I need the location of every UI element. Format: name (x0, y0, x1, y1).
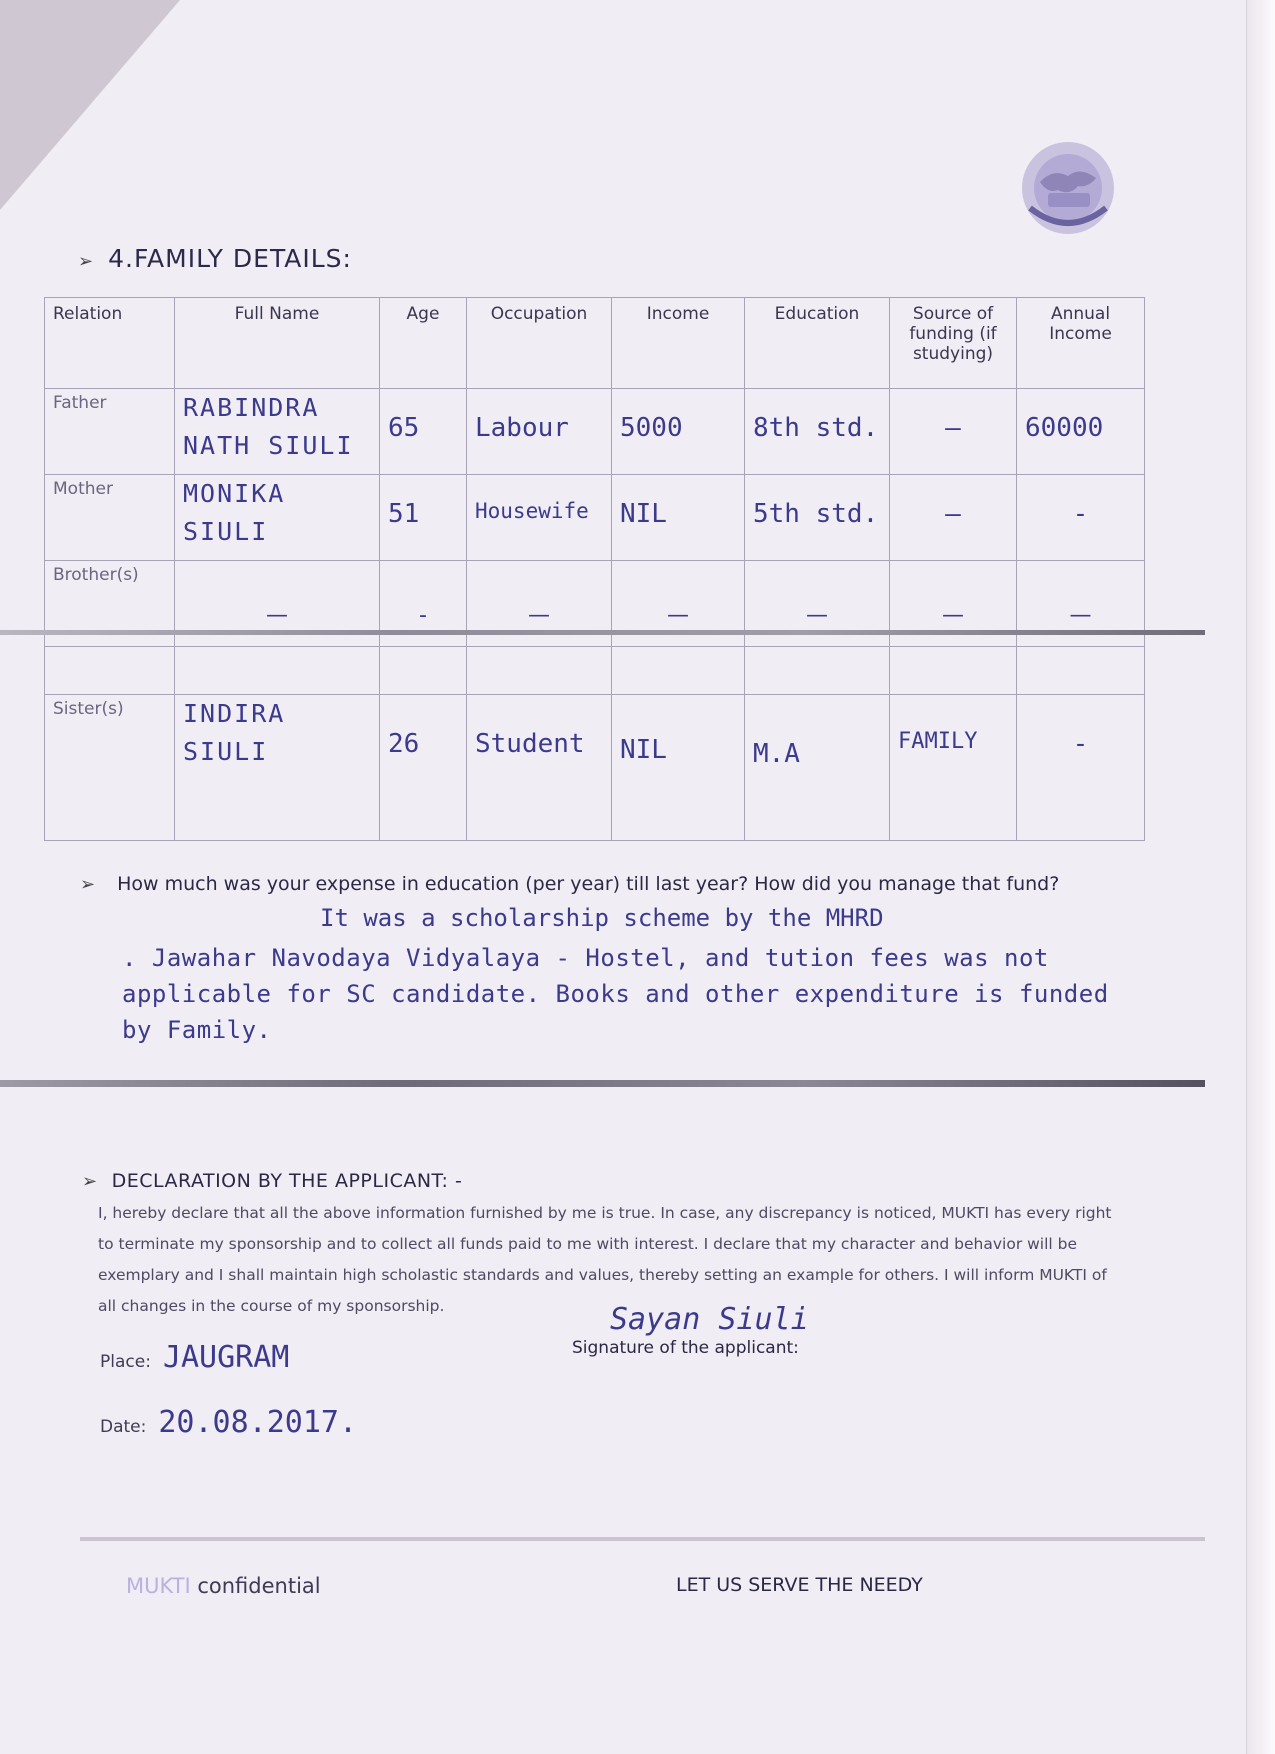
funding-cell (890, 389, 1017, 475)
occupation-cell (467, 389, 612, 475)
answer-first-line: It was a scholarship scheme by the MHRD (320, 904, 884, 932)
arrow-bullet-icon: ➢ (80, 874, 96, 895)
footer-confidential (126, 1574, 321, 1598)
occupation-value: Housewife (475, 499, 589, 523)
education-value: — (806, 603, 828, 628)
table-row (45, 647, 1145, 695)
relation-cell (45, 647, 175, 695)
annual-income-cell (1017, 647, 1145, 695)
income-cell (612, 475, 745, 561)
footer-brand: MUKTI (126, 1574, 191, 1598)
column-header: Occupation (467, 298, 612, 389)
occupation-cell (467, 695, 612, 841)
name-value: — (266, 603, 288, 628)
age-value: 26 (388, 729, 420, 759)
income-value: — (667, 603, 689, 628)
place-field (100, 1340, 289, 1375)
occupation-cell (467, 647, 612, 695)
age-cell (380, 475, 467, 561)
age-cell (380, 695, 467, 841)
funding-value: — (942, 603, 964, 628)
arrow-bullet-icon: ➢ (78, 251, 95, 272)
annual-income-cell (1017, 695, 1145, 841)
annual-income-value: - (1072, 729, 1089, 759)
page-edge (1246, 0, 1275, 1754)
name-cell: MONIKA SIULI (175, 475, 380, 561)
date-field (100, 1405, 357, 1440)
column-header: Income (612, 298, 745, 389)
scan-artifact-line (0, 1080, 1205, 1087)
funding-cell (890, 695, 1017, 841)
funding-cell (890, 647, 1017, 695)
funding-cell (890, 475, 1017, 561)
annual-income-value: - (1072, 499, 1089, 529)
family-details-table (44, 297, 1145, 841)
signature-label: Signature of the applicant: (572, 1338, 799, 1358)
occupation-value: Student (475, 729, 585, 759)
column-header: Full Name (175, 298, 380, 389)
age-value: - (419, 603, 427, 628)
income-cell (612, 389, 745, 475)
age-cell (380, 647, 467, 695)
table-row (45, 695, 1145, 841)
funding-value: — (945, 499, 961, 529)
income-cell (612, 647, 745, 695)
occupation-cell (467, 475, 612, 561)
mukti-logo (1018, 138, 1118, 238)
scan-artifact-line (0, 630, 1205, 635)
relation-cell: Sister(s) (45, 695, 175, 841)
income-cell (612, 695, 745, 841)
name-cell (175, 647, 380, 695)
column-header: Source of funding (if studying) (890, 298, 1017, 389)
relation-cell: Brother(s) (45, 561, 175, 647)
annual-income-value: 60000 (1025, 413, 1104, 443)
education-expense-question (80, 870, 1120, 899)
occupation-value: — (528, 603, 550, 628)
date-value: 20.08.2017. (158, 1405, 358, 1440)
table-row (45, 389, 1145, 475)
relation-cell: Mother (45, 475, 175, 561)
column-header: Relation (45, 298, 175, 389)
footer-tagline: LET US SERVE THE NEEDY (676, 1574, 923, 1596)
column-header: Age (380, 298, 467, 389)
family-details-heading (78, 244, 352, 273)
applicant-signature: Sayan Siuli (610, 1302, 809, 1337)
age-value: 65 (388, 413, 420, 443)
income-value: 5000 (620, 413, 683, 443)
place-label: Place: (100, 1352, 151, 1372)
table-row (45, 475, 1145, 561)
age-value: 51 (388, 499, 420, 529)
education-cell (745, 475, 890, 561)
scan-corner-shadow (0, 0, 180, 210)
name-cell: RABINDRA NATH SIULI (175, 389, 380, 475)
annual-income-cell (1017, 475, 1145, 561)
section-title-text: 4.FAMILY DETAILS: (108, 244, 352, 273)
scan-artifact-line (80, 1537, 1205, 1541)
annual-income-cell (1017, 389, 1145, 475)
column-header: Education (745, 298, 890, 389)
age-cell (380, 389, 467, 475)
place-value: JAUGRAM (162, 1340, 290, 1375)
declaration-heading (82, 1170, 462, 1192)
declaration-title: DECLARATION BY THE APPLICANT: - (111, 1170, 463, 1192)
declaration-text: I, hereby declare that all the above information furnished by me is true. In case, any discrepancy is noticed, MUKTI has every right to terminate my sponsorship and to collect all funds paid to me with interest. I declare that my character and behavior will be exemplary and I shall maintain high scholastic standards and values, thereby setting an example for others. I will inform MUKTI of all changes in the course of my sponsorship. (98, 1204, 1112, 1315)
question-text: How much was your expense in education (per year) till last year? How did you manage that fund? (117, 873, 1060, 895)
education-value: M.A (753, 739, 800, 769)
education-cell (745, 695, 890, 841)
occupation-value: Labour (475, 413, 569, 443)
arrow-bullet-icon: ➢ (82, 1171, 98, 1192)
footer-left-text: confidential (197, 1574, 321, 1598)
education-value: 5th std. (753, 499, 879, 529)
name-cell: INDIRA SIULI (175, 695, 380, 841)
relation-cell: Father (45, 389, 175, 475)
education-cell (745, 389, 890, 475)
date-label: Date: (100, 1417, 147, 1437)
funding-value: — (945, 413, 961, 443)
income-value: NIL (620, 735, 667, 765)
table-header-row (45, 298, 1145, 389)
annual-income-value: — (1069, 603, 1092, 628)
funding-value: FAMILY (898, 729, 978, 754)
education-cell (745, 647, 890, 695)
education-value: 8th std. (753, 413, 879, 443)
income-value: NIL (620, 499, 667, 529)
column-header: Annual Income (1017, 298, 1145, 389)
answer-text: . Jawahar Navodaya Vidyalaya - Hostel, and tution fees was not applicable for SC candidate. Books and other expenditure is funded by Family. (122, 944, 1109, 1044)
